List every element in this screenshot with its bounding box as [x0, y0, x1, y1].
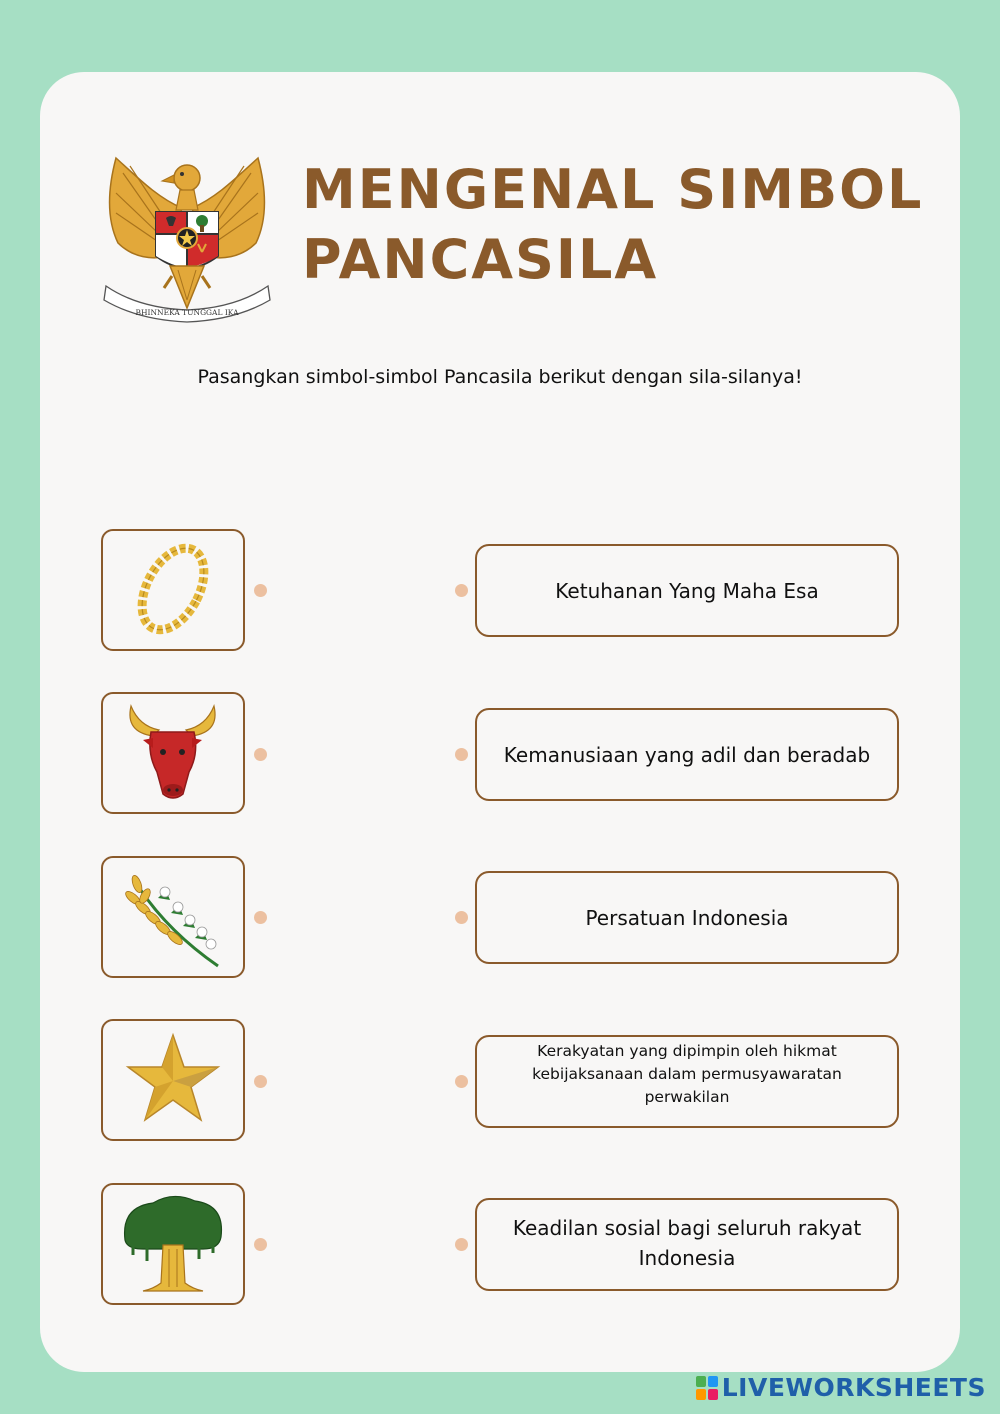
rice-cotton-icon: [103, 858, 242, 975]
sila-text: Kemanusiaan yang adil dan beradab: [503, 742, 871, 767]
emblem-motto: BHINNEKA TUNGGAL IKA: [135, 308, 239, 317]
sila-dot-5[interactable]: [455, 1238, 468, 1251]
sila-box-5[interactable]: [475, 1198, 899, 1291]
title-line-2: PANCASILA: [302, 228, 659, 291]
sila-text-line: Kerakyatan yang dipimpin oleh hikmat: [537, 1042, 837, 1060]
sila-dot-4[interactable]: [455, 1075, 468, 1088]
chain-icon: [103, 531, 242, 648]
sila-dot-1[interactable]: [455, 584, 468, 597]
symbol-box-bull[interactable]: [101, 692, 245, 814]
sila-box-2[interactable]: [475, 708, 899, 801]
sila-text: Persatuan Indonesia: [585, 905, 789, 930]
instruction-text: Pasangkan simbol-simbol Pancasila berikut dengan sila-silanya!: [197, 366, 803, 388]
sila-dot-2[interactable]: [455, 748, 468, 761]
banyan-tree-icon: [103, 1185, 242, 1302]
page-title: [302, 155, 942, 295]
symbol-dot-1[interactable]: [254, 584, 267, 597]
brand-name: LIVEWORKSHEETS: [721, 1373, 986, 1402]
sila-text-line: kebijaksanaan dalam permusyawaratan: [532, 1065, 842, 1083]
bull-head-icon: [103, 694, 242, 811]
sila-text-line: perwakilan: [644, 1088, 730, 1106]
liveworksheets-brand[interactable]: [696, 1373, 986, 1402]
garuda-pancasila-icon: [98, 148, 276, 326]
symbol-box-chain[interactable]: [101, 529, 245, 651]
sila-text-line: Keadilan sosial bagi seluruh rakyat: [512, 1215, 862, 1240]
symbol-dot-3[interactable]: [254, 911, 267, 924]
symbol-dot-4[interactable]: [254, 1075, 267, 1088]
sila-text: Ketuhanan Yang Maha Esa: [555, 578, 819, 603]
liveworksheets-logo-icon: [696, 1376, 718, 1400]
sila-box-3[interactable]: [475, 871, 899, 964]
symbol-dot-5[interactable]: [254, 1238, 267, 1251]
sila-dot-3[interactable]: [455, 911, 468, 924]
sila-text-line: Indonesia: [638, 1245, 736, 1270]
symbol-box-star[interactable]: [101, 1019, 245, 1141]
sila-box-1[interactable]: [475, 544, 899, 637]
symbol-dot-2[interactable]: [254, 748, 267, 761]
symbol-box-rice-cotton[interactable]: [101, 856, 245, 978]
sila-box-4[interactable]: [475, 1035, 899, 1128]
symbol-box-banyan[interactable]: [101, 1183, 245, 1305]
title-line-1: MENGENAL SIMBOL: [302, 158, 924, 221]
star-icon: [103, 1021, 242, 1138]
